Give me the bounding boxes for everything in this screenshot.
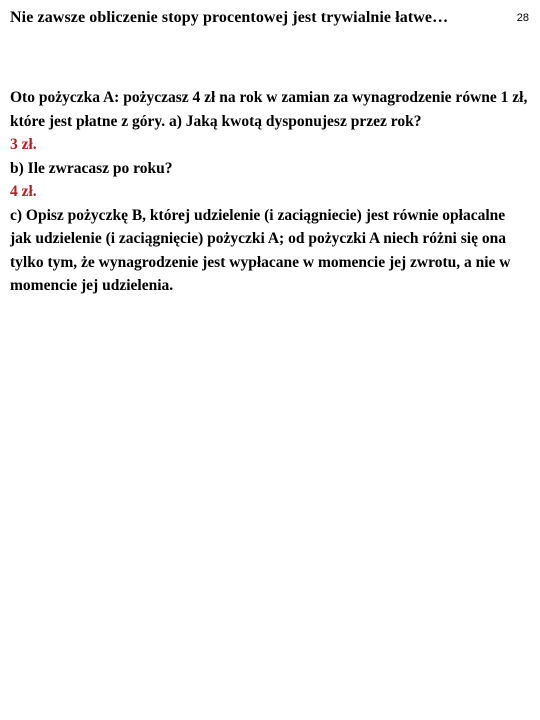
page-number: 28 (516, 12, 529, 24)
slide-body (10, 86, 528, 298)
answer-a: 3 zł. (10, 136, 37, 153)
question-b-text: b) Ile zwracasz po roku? (10, 159, 173, 177)
question-a-text: Oto pożyczka A: pożyczasz 4 zł na rok w zamian za wynagrodzenie równe 1 zł, które jest płatne z góry. a) Jaką kwotą dysponujesz przez rok? (10, 89, 528, 130)
question-c-text: c) Opisz pożyczkę B, której udzielenie (i zaciągniecie) jest równie opłacalne jak udzielenie (i zaciągnięcie) pożyczki A; od pożyczki A niech różni się ona tylko tym, że wynagrodzenie jest wypłacane w momencie jej zwrotu, a nie w momencie jej udzielenia. (10, 206, 511, 294)
answer-b: 4 zł. (10, 183, 37, 200)
slide-title: Nie zawsze obliczenie stopy procentowej jest trywialnie łatwe… (10, 9, 449, 26)
